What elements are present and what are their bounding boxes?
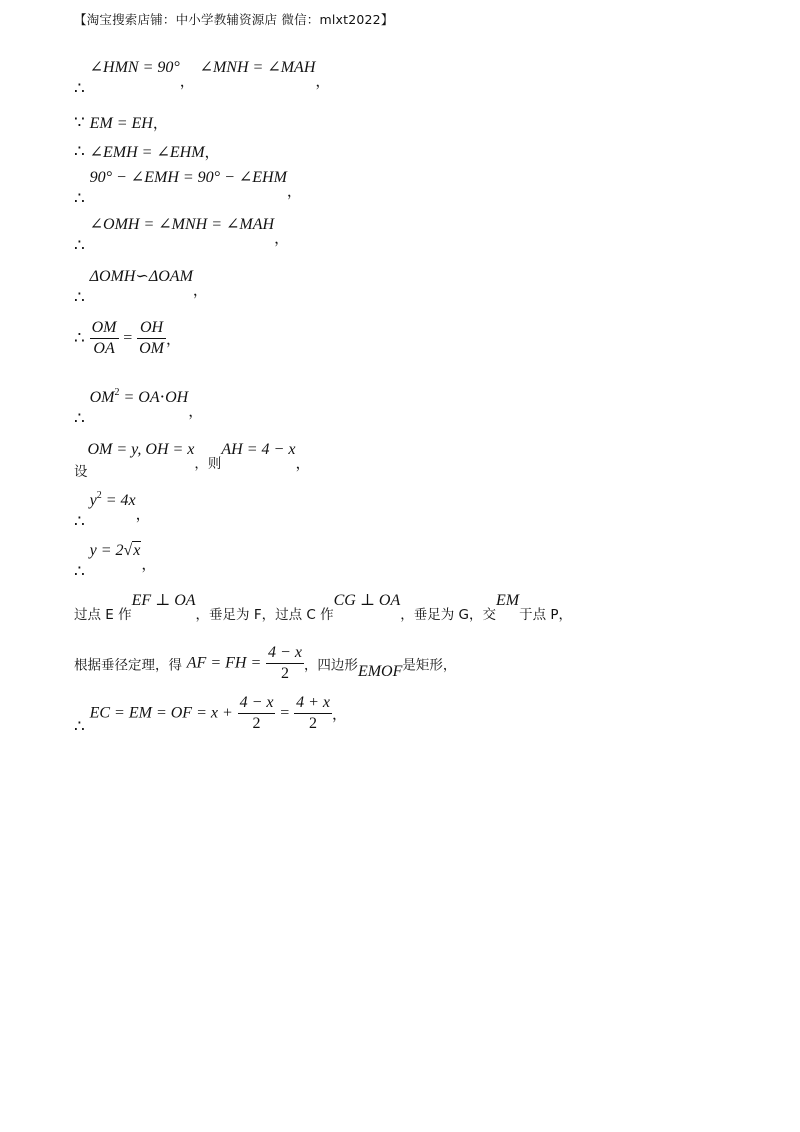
math-rest: = 4x: [101, 492, 136, 509]
chinese-text: ，垂足为 G，交: [400, 607, 496, 623]
math-expression: ∠MNH = ∠MAH: [199, 59, 316, 76]
punctuation: ，: [295, 454, 311, 472]
punctuation: ，: [286, 182, 302, 200]
therefore-symbol: ∴: [74, 562, 85, 582]
fraction: [90, 318, 119, 359]
math-expression: 90° − ∠EMH = 90° − ∠EHM: [89, 169, 287, 186]
fraction-numerator: 4 − x: [266, 643, 304, 664]
proof-line-4: [74, 169, 302, 209]
math-rest: = OA⋅OH: [119, 389, 189, 406]
fraction-denominator: 2: [280, 665, 289, 682]
punctuation: ，: [192, 281, 208, 299]
fraction-denominator: 2: [309, 715, 318, 732]
fraction-numerator: 4 + x: [294, 693, 332, 714]
chinese-text: 于点 P，: [519, 607, 573, 623]
math-base: OM: [89, 389, 115, 406]
chinese-text: ，四边形: [303, 657, 358, 674]
math-expression: [90, 492, 136, 509]
proof-line-14: [74, 693, 347, 737]
fraction: [238, 693, 276, 734]
math-expression: ΔOMH∽ΔOAM: [89, 268, 193, 285]
math-expression: OM = y, OH = x: [87, 441, 195, 458]
math-expression: EMOF: [357, 662, 403, 680]
punctuation: ，: [204, 143, 220, 161]
fraction-denominator: OA: [93, 340, 115, 357]
math-expression: CG ⊥ OA: [333, 592, 401, 609]
punctuation: ，: [331, 705, 347, 723]
proof-line-11: [74, 542, 157, 582]
therefore-symbol: ∴: [74, 328, 85, 349]
punctuation: ，: [135, 505, 151, 523]
proof-line-6: [74, 268, 208, 308]
chinese-text: 是矩形，: [402, 657, 457, 674]
proof-line-7: [74, 318, 181, 359]
math-expression: ∠OMH = ∠MNH = ∠MAH: [89, 216, 275, 233]
math-expression: EM: [496, 592, 520, 609]
math-expression: [90, 389, 189, 406]
math-expression: AF = FH =: [186, 654, 262, 672]
punctuation: ，: [188, 402, 204, 420]
proof-line-5: [74, 216, 290, 256]
therefore-symbol: ∴: [74, 409, 85, 429]
math-expression: EM = EH: [89, 115, 153, 132]
punctuation: ，: [179, 72, 195, 90]
punctuation: ，: [165, 330, 181, 348]
punctuation: ，: [152, 114, 168, 132]
fraction: [294, 693, 332, 734]
math-expression: AH = 4 − x: [221, 441, 296, 458]
fraction: [266, 643, 304, 684]
math-expression: EF ⊥ OA: [131, 592, 196, 609]
therefore-symbol: ∴: [74, 512, 85, 532]
proof-line-1: [74, 59, 331, 99]
punctuation: ，: [274, 229, 290, 247]
therefore-symbol: ∴: [74, 142, 85, 162]
therefore-symbol: ∴: [74, 189, 85, 209]
therefore-symbol: ∴: [74, 79, 85, 99]
math-expression: EC = EM = OF = x +: [89, 704, 233, 722]
equals-sign: =: [280, 704, 290, 722]
chinese-text: 根据垂径定理，得: [74, 657, 182, 674]
page-header: 【淘宝搜索店铺：中小学教辅资源店 微信：mlxt2022】: [74, 12, 394, 27]
proof-line-2: [74, 112, 168, 133]
fraction-denominator: 2: [252, 715, 261, 732]
proof-line-12: [74, 592, 573, 624]
fraction-numerator: OH: [137, 318, 166, 339]
proof-line-13: [74, 643, 456, 684]
fraction: [137, 318, 166, 359]
proof-line-3: [74, 141, 220, 162]
punctuation: ，: [315, 72, 331, 90]
therefore-symbol: ∴: [74, 288, 85, 308]
punctuation: ，: [141, 555, 157, 573]
therefore-symbol: ∴: [74, 236, 85, 256]
proof-line-10: [74, 490, 151, 532]
therefore-symbol: ∴: [74, 716, 85, 737]
exponent: 2: [96, 490, 102, 501]
fraction-numerator: 4 − x: [238, 693, 276, 714]
chinese-text: 过点 E 作: [74, 607, 132, 623]
math-base: y: [89, 492, 97, 509]
math-base: y = 2: [89, 542, 124, 559]
proof-line-9: [74, 441, 311, 480]
math-expression: ∠EMH = ∠EHM: [89, 144, 205, 161]
fraction-denominator: OM: [139, 340, 164, 357]
because-symbol: ∵: [74, 113, 85, 133]
math-expression: ∠HMN = 90°: [89, 59, 180, 76]
math-expression: [90, 542, 142, 559]
exponent: 2: [114, 387, 120, 398]
equals-sign: =: [123, 329, 133, 347]
chinese-text: ，垂足为 F，过点 C 作: [195, 607, 334, 623]
sqrt-icon: √: [123, 542, 133, 559]
chinese-text: ，则: [194, 456, 222, 472]
chinese-text: 设: [74, 464, 88, 480]
fraction-numerator: OM: [90, 318, 119, 339]
sqrt-radicand: x: [133, 542, 141, 559]
